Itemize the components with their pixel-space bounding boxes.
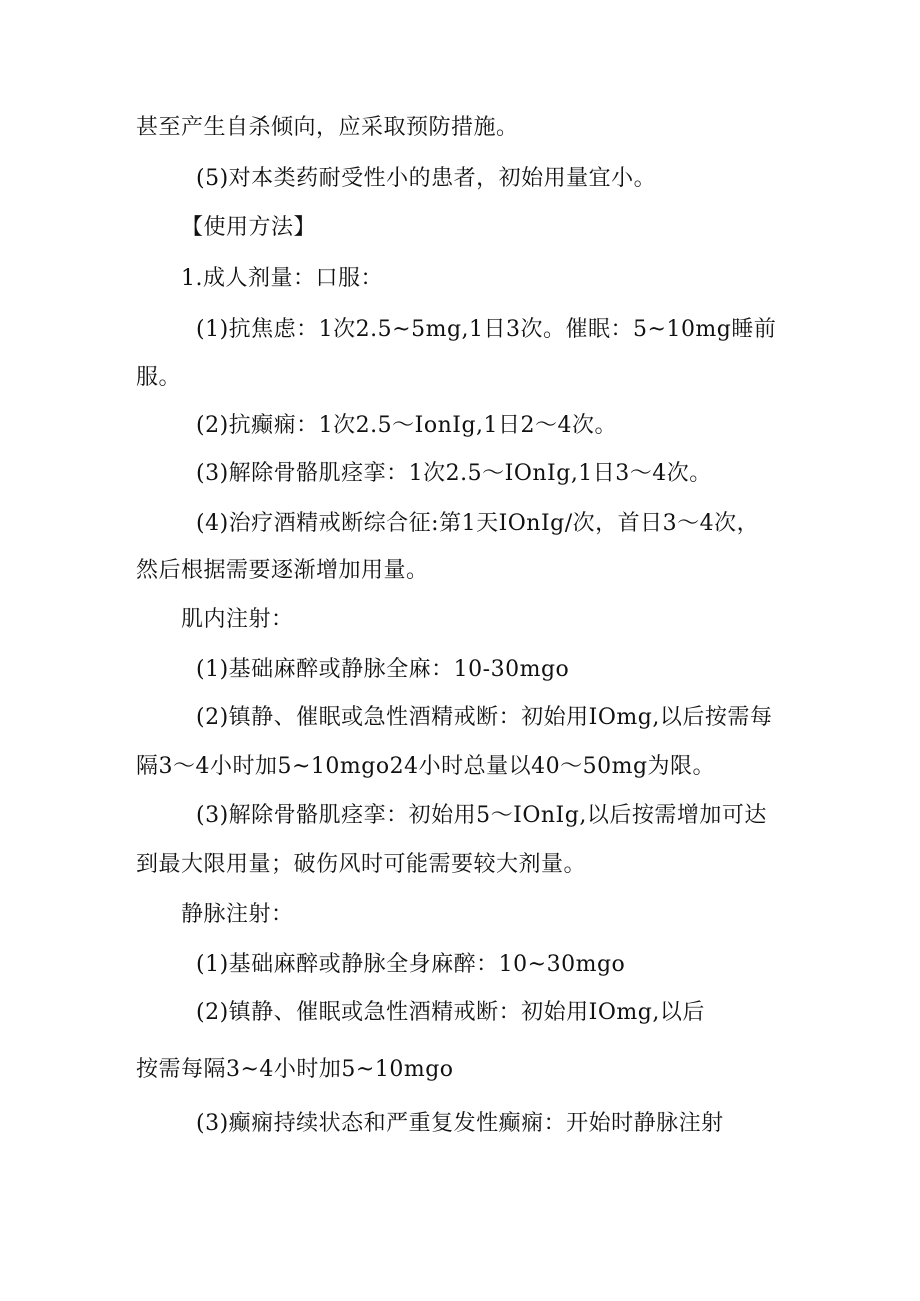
section-heading: 【使用方法】 <box>181 215 317 240</box>
text-line: 服。 <box>136 365 182 390</box>
text-line: (3)癫痫持续状态和严重复发性癫痫：开始时静脉注射 <box>196 1111 724 1136</box>
text-line: 然后根据需要逐渐增加用量。 <box>136 558 429 583</box>
text-line: (2)镇静、催眠或急性酒精戒断：初始用IOmg,以后按需每 <box>196 705 773 730</box>
text-line: (1)基础麻醉或静脉全麻：10-30mgo <box>196 657 570 682</box>
text-line: 隔3～4小时加5~10mgo24小时总量以40～50mg为限。 <box>136 754 716 779</box>
text-line: (3)解除骨骼肌痉挛：初始用5～IOnIg,以后按需增加可达 <box>196 803 767 828</box>
text-line: 静脉注射： <box>181 902 294 927</box>
text-line: (4)治疗酒精戒断综合征:第1天IOnIg/次，首日3～4次， <box>196 511 760 536</box>
text-line: 到最大限用量；破伤风时可能需要较大剂量。 <box>136 852 587 877</box>
text-line: (5)对本类药耐受性小的患者，初始用量宜小。 <box>196 166 657 191</box>
text-line: 肌内注射： <box>181 607 294 632</box>
text-line: (2)抗癫痫：1次2.5～IonIg,1日2～4次。 <box>196 413 618 438</box>
text-line: 甚至产生自杀倾向，应采取预防措施。 <box>136 115 519 140</box>
text-line: (2)镇静、催眠或急性酒精戒断：初始用IOmg,以后 <box>196 1000 705 1025</box>
text-line: (1)抗焦虑：1次2.5~5mg,1日3次。催眠：5~10mg睡前 <box>196 317 777 342</box>
text-line: (1)基础麻醉或静脉全身麻醉：10~30mgo <box>196 952 626 977</box>
text-line: 按需每隔3~4小时加5~10mgo <box>136 1057 454 1082</box>
text-line: (3)解除骨骼肌痉挛：1次2.5～IOnIg,1日3～4次。 <box>196 461 712 486</box>
text-line: 1.成人剂量：口服： <box>181 266 383 291</box>
